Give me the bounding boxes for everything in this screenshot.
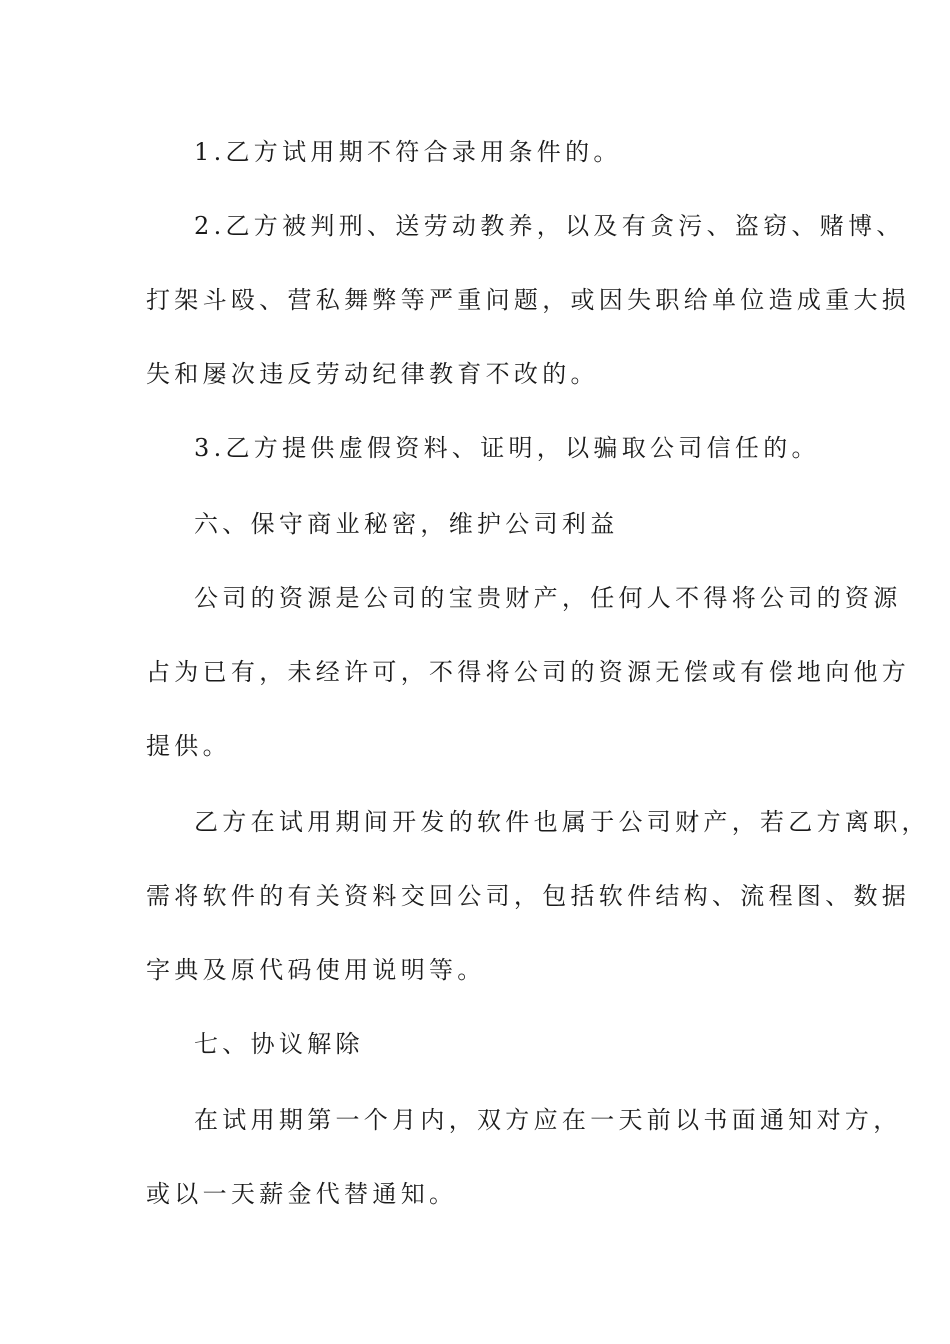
paragraph-line: 2.乙方被判刑、送劳动教养，以及有贪污、盗窃、赌博、 bbox=[194, 212, 905, 240]
section-heading: 六、保守商业秘密，维护公司利益 bbox=[194, 510, 619, 538]
paragraph-line: 字典及原代码使用说明等。 bbox=[146, 956, 486, 984]
paragraph-line: 1.乙方试用期不符合录用条件的。 bbox=[194, 138, 622, 166]
paragraph-line: 占为已有，未经许可，不得将公司的资源无偿或有偿地向他方 bbox=[146, 658, 911, 686]
paragraph-line: 失和屡次违反劳动纪律教育不改的。 bbox=[146, 360, 599, 388]
section-heading: 七、协议解除 bbox=[194, 1030, 364, 1058]
paragraph-line: 乙方在试用期间开发的软件也属于公司财产，若乙方离职， bbox=[194, 808, 930, 836]
paragraph-line: 需将软件的有关资料交回公司，包括软件结构、流程图、数据 bbox=[146, 882, 911, 910]
paragraph-line: 打架斗殴、营私舞弊等严重问题，或因失职给单位造成重大损 bbox=[146, 286, 911, 314]
paragraph-line: 或以一天薪金代替通知。 bbox=[146, 1180, 458, 1208]
paragraph-line: 提供。 bbox=[146, 732, 231, 760]
paragraph-line: 3.乙方提供虚假资料、证明，以骗取公司信任的。 bbox=[194, 434, 820, 462]
paragraph-line: 在试用期第一个月内，双方应在一天前以书面通知对方， bbox=[194, 1106, 902, 1134]
paragraph-line: 公司的资源是公司的宝贵财产，任何人不得将公司的资源 bbox=[194, 584, 902, 612]
